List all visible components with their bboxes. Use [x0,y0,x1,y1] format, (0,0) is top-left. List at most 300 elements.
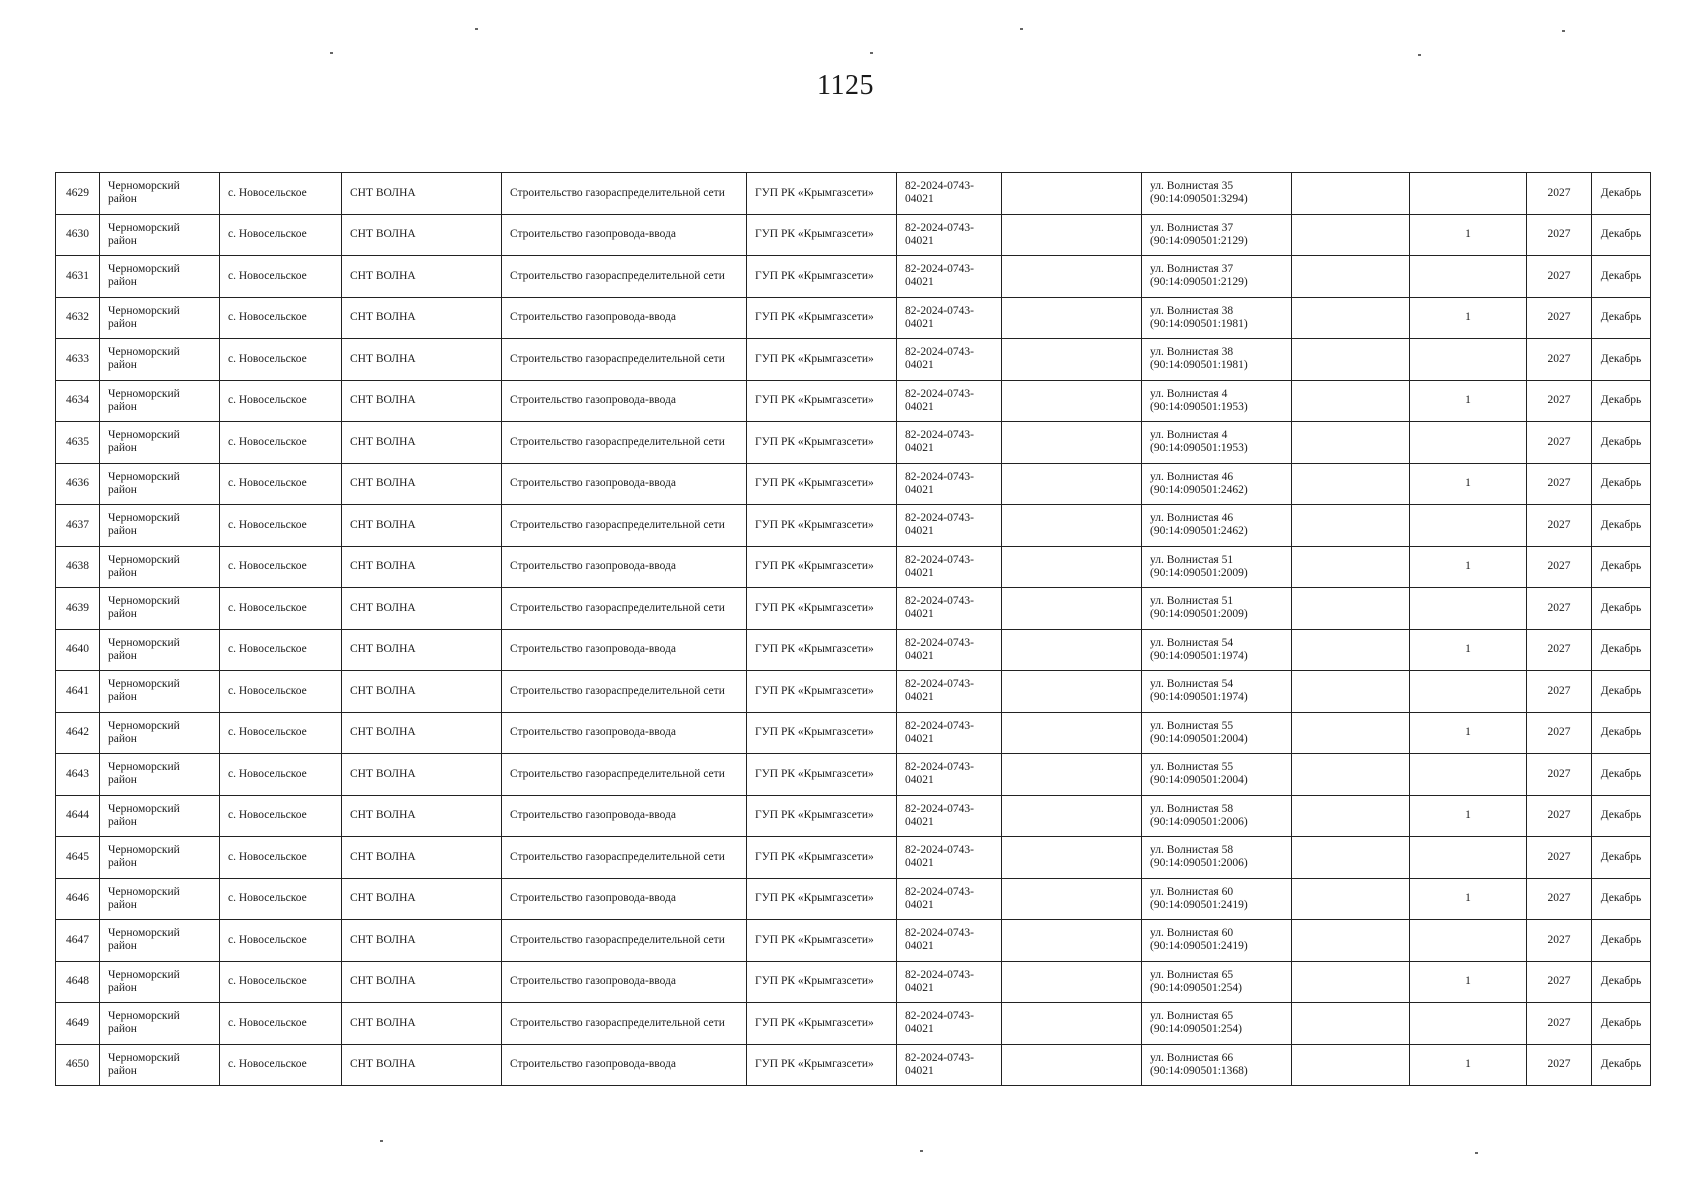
table-row [56,961,1651,1003]
snt-cell: СНТ ВОЛНА [342,588,502,630]
snt-cell: СНТ ВОЛНА [342,1044,502,1086]
village-cell: с. Новосельское [220,795,342,837]
address-cell: ул. Волнистая 4 (90:14:090501:1953) [1142,422,1292,464]
snt-cell: СНТ ВОЛНА [342,380,502,422]
month-cell: Декабрь [1592,837,1651,879]
empty-cell [1002,1003,1142,1045]
row-number: 4650 [56,1044,100,1086]
empty-cell [1002,256,1142,298]
scan-speck [475,28,478,30]
month-cell: Декабрь [1592,546,1651,588]
table-row [56,588,1651,630]
address-cell: ул. Волнистая 55 (90:14:090501:2004) [1142,712,1292,754]
district-cell: Черноморский район [100,961,220,1003]
month-cell: Декабрь [1592,505,1651,547]
code-cell: 82-2024-0743-04021 [897,712,1002,754]
month-cell: Декабрь [1592,422,1651,464]
village-cell: с. Новосельское [220,588,342,630]
village-cell: с. Новосельское [220,671,342,713]
row-number: 4635 [56,422,100,464]
district-cell: Черноморский район [100,754,220,796]
empty-cell [1002,1044,1142,1086]
work-type-cell: Строительство газопровода-ввода [502,297,747,339]
row-number: 4634 [56,380,100,422]
month-cell: Декабрь [1592,754,1651,796]
year-cell: 2027 [1527,837,1592,879]
month-cell: Декабрь [1592,878,1651,920]
row-number: 4637 [56,505,100,547]
row-number: 4642 [56,712,100,754]
row-number: 4643 [56,754,100,796]
code-cell: 82-2024-0743-04021 [897,546,1002,588]
village-cell: с. Новосельское [220,629,342,671]
scan-speck [1418,54,1421,56]
work-type-cell: Строительство газораспределительной сети [502,1003,747,1045]
row-number: 4645 [56,837,100,879]
snt-cell: СНТ ВОЛНА [342,629,502,671]
quantity-cell [1410,422,1527,464]
work-type-cell: Строительство газопровода-ввода [502,712,747,754]
empty-cell [1002,546,1142,588]
snt-cell: СНТ ВОЛНА [342,712,502,754]
work-type-cell: Строительство газораспределительной сети [502,588,747,630]
village-cell: с. Новосельское [220,463,342,505]
row-number: 4632 [56,297,100,339]
code-cell: 82-2024-0743-04021 [897,463,1002,505]
empty-cell [1002,920,1142,962]
quantity-cell [1410,837,1527,879]
organization-cell: ГУП РК «Крымгазсети» [747,878,897,920]
code-cell: 82-2024-0743-04021 [897,505,1002,547]
quantity-cell: 1 [1410,712,1527,754]
table-row [56,837,1651,879]
snt-cell: СНТ ВОЛНА [342,173,502,215]
snt-cell: СНТ ВОЛНА [342,256,502,298]
table-row [56,1003,1651,1045]
village-cell: с. Новосельское [220,339,342,381]
empty-cell [1292,173,1410,215]
table-row [56,1044,1651,1086]
row-number: 4630 [56,214,100,256]
scan-speck [920,1150,923,1152]
year-cell: 2027 [1527,463,1592,505]
row-number: 4629 [56,173,100,215]
work-type-cell: Строительство газопровода-ввода [502,878,747,920]
district-cell: Черноморский район [100,671,220,713]
table-row [56,505,1651,547]
row-number: 4639 [56,588,100,630]
table-row [56,754,1651,796]
address-cell: ул. Волнистая 55 (90:14:090501:2004) [1142,754,1292,796]
quantity-cell [1410,1003,1527,1045]
empty-cell [1002,795,1142,837]
address-cell: ул. Волнистая 46 (90:14:090501:2462) [1142,463,1292,505]
organization-cell: ГУП РК «Крымгазсети» [747,173,897,215]
address-cell: ул. Волнистая 60 (90:14:090501:2419) [1142,878,1292,920]
district-cell: Черноморский район [100,256,220,298]
row-number: 4631 [56,256,100,298]
empty-cell [1002,214,1142,256]
work-type-cell: Строительство газораспределительной сети [502,920,747,962]
organization-cell: ГУП РК «Крымгазсети» [747,837,897,879]
empty-cell [1002,837,1142,879]
table-row [56,380,1651,422]
district-cell: Черноморский район [100,173,220,215]
snt-cell: СНТ ВОЛНА [342,463,502,505]
snt-cell: СНТ ВОЛНА [342,754,502,796]
address-cell: ул. Волнистая 65 (90:14:090501:254) [1142,1003,1292,1045]
empty-cell [1292,214,1410,256]
work-type-cell: Строительство газораспределительной сети [502,339,747,381]
work-type-cell: Строительство газопровода-ввода [502,546,747,588]
organization-cell: ГУП РК «Крымгазсети» [747,380,897,422]
table-row [56,463,1651,505]
code-cell: 82-2024-0743-04021 [897,754,1002,796]
district-cell: Черноморский район [100,546,220,588]
code-cell: 82-2024-0743-04021 [897,380,1002,422]
district-cell: Черноморский район [100,339,220,381]
year-cell: 2027 [1527,878,1592,920]
organization-cell: ГУП РК «Крымгазсети» [747,463,897,505]
scan-speck [380,1140,383,1142]
table-row [56,795,1651,837]
organization-cell: ГУП РК «Крымгазсети» [747,961,897,1003]
table-row [56,173,1651,215]
code-cell: 82-2024-0743-04021 [897,1003,1002,1045]
quantity-cell [1410,505,1527,547]
organization-cell: ГУП РК «Крымгазсети» [747,1044,897,1086]
empty-cell [1292,256,1410,298]
empty-cell [1002,422,1142,464]
district-cell: Черноморский район [100,1044,220,1086]
organization-cell: ГУП РК «Крымгазсети» [747,339,897,381]
quantity-cell [1410,588,1527,630]
village-cell: с. Новосельское [220,920,342,962]
snt-cell: СНТ ВОЛНА [342,671,502,713]
year-cell: 2027 [1527,422,1592,464]
village-cell: с. Новосельское [220,837,342,879]
work-type-cell: Строительство газораспределительной сети [502,671,747,713]
village-cell: с. Новосельское [220,173,342,215]
snt-cell: СНТ ВОЛНА [342,297,502,339]
village-cell: с. Новосельское [220,1003,342,1045]
empty-cell [1002,878,1142,920]
scan-speck [1020,28,1023,30]
work-type-cell: Строительство газопровода-ввода [502,629,747,671]
empty-cell [1002,754,1142,796]
snt-cell: СНТ ВОЛНА [342,546,502,588]
code-cell: 82-2024-0743-04021 [897,629,1002,671]
table-row [56,920,1651,962]
organization-cell: ГУП РК «Крымгазсети» [747,795,897,837]
snt-cell: СНТ ВОЛНА [342,920,502,962]
address-cell: ул. Волнистая 66 (90:14:090501:1368) [1142,1044,1292,1086]
snt-cell: СНТ ВОЛНА [342,795,502,837]
table-row [56,256,1651,298]
work-type-cell: Строительство газопровода-ввода [502,463,747,505]
district-cell: Черноморский район [100,297,220,339]
empty-cell [1292,754,1410,796]
code-cell: 82-2024-0743-04021 [897,671,1002,713]
organization-cell: ГУП РК «Крымгазсети» [747,256,897,298]
code-cell: 82-2024-0743-04021 [897,339,1002,381]
year-cell: 2027 [1527,173,1592,215]
village-cell: с. Новосельское [220,961,342,1003]
table-row [56,339,1651,381]
empty-cell [1292,463,1410,505]
empty-cell [1292,1003,1410,1045]
month-cell: Декабрь [1592,795,1651,837]
address-cell: ул. Волнистая 37 (90:14:090501:2129) [1142,214,1292,256]
quantity-cell [1410,671,1527,713]
address-cell: ул. Волнистая 38 (90:14:090501:1981) [1142,339,1292,381]
work-type-cell: Строительство газораспределительной сети [502,422,747,464]
empty-cell [1002,588,1142,630]
quantity-cell [1410,339,1527,381]
empty-cell [1002,671,1142,713]
work-type-cell: Строительство газопровода-ввода [502,1044,747,1086]
empty-cell [1002,297,1142,339]
quantity-cell: 1 [1410,297,1527,339]
village-cell: с. Новосельское [220,297,342,339]
page-number: 1125 [817,70,874,101]
organization-cell: ГУП РК «Крымгазсети» [747,588,897,630]
scan-speck [330,52,333,54]
snt-cell: СНТ ВОЛНА [342,878,502,920]
code-cell: 82-2024-0743-04021 [897,795,1002,837]
month-cell: Декабрь [1592,712,1651,754]
year-cell: 2027 [1527,795,1592,837]
row-number: 4640 [56,629,100,671]
table-row [56,297,1651,339]
snt-cell: СНТ ВОЛНА [342,505,502,547]
year-cell: 2027 [1527,671,1592,713]
year-cell: 2027 [1527,256,1592,298]
code-cell: 82-2024-0743-04021 [897,256,1002,298]
month-cell: Декабрь [1592,920,1651,962]
scan-speck [1475,1152,1478,1154]
row-number: 4638 [56,546,100,588]
address-cell: ул. Волнистая 4 (90:14:090501:1953) [1142,380,1292,422]
month-cell: Декабрь [1592,339,1651,381]
snt-cell: СНТ ВОЛНА [342,339,502,381]
work-type-cell: Строительство газораспределительной сети [502,173,747,215]
empty-cell [1292,380,1410,422]
table-row [56,671,1651,713]
empty-cell [1002,173,1142,215]
table-row [56,878,1651,920]
code-cell: 82-2024-0743-04021 [897,920,1002,962]
village-cell: с. Новосельское [220,712,342,754]
month-cell: Декабрь [1592,463,1651,505]
work-type-cell: Строительство газопровода-ввода [502,380,747,422]
quantity-cell: 1 [1410,1044,1527,1086]
year-cell: 2027 [1527,546,1592,588]
organization-cell: ГУП РК «Крымгазсети» [747,754,897,796]
year-cell: 2027 [1527,754,1592,796]
row-number: 4641 [56,671,100,713]
organization-cell: ГУП РК «Крымгазсети» [747,712,897,754]
code-cell: 82-2024-0743-04021 [897,837,1002,879]
month-cell: Декабрь [1592,961,1651,1003]
empty-cell [1292,297,1410,339]
district-cell: Черноморский район [100,463,220,505]
village-cell: с. Новосельское [220,754,342,796]
table-row [56,629,1651,671]
district-cell: Черноморский район [100,795,220,837]
snt-cell: СНТ ВОЛНА [342,1003,502,1045]
empty-cell [1002,463,1142,505]
village-cell: с. Новосельское [220,1044,342,1086]
district-cell: Черноморский район [100,712,220,754]
month-cell: Декабрь [1592,214,1651,256]
organization-cell: ГУП РК «Крымгазсети» [747,214,897,256]
district-cell: Черноморский район [100,505,220,547]
row-number: 4646 [56,878,100,920]
empty-cell [1002,712,1142,754]
address-cell: ул. Волнистая 37 (90:14:090501:2129) [1142,256,1292,298]
month-cell: Декабрь [1592,671,1651,713]
code-cell: 82-2024-0743-04021 [897,214,1002,256]
table-row [56,546,1651,588]
empty-cell [1002,961,1142,1003]
quantity-cell [1410,256,1527,298]
organization-cell: ГУП РК «Крымгазсети» [747,1003,897,1045]
row-number: 4633 [56,339,100,381]
empty-cell [1002,339,1142,381]
quantity-cell [1410,754,1527,796]
work-type-cell: Строительство газораспределительной сети [502,837,747,879]
month-cell: Декабрь [1592,1044,1651,1086]
work-type-cell: Строительство газораспределительной сети [502,754,747,796]
organization-cell: ГУП РК «Крымгазсети» [747,920,897,962]
address-cell: ул. Волнистая 58 (90:14:090501:2006) [1142,837,1292,879]
month-cell: Декабрь [1592,380,1651,422]
snt-cell: СНТ ВОЛНА [342,214,502,256]
district-cell: Черноморский район [100,878,220,920]
address-cell: ул. Волнистая 65 (90:14:090501:254) [1142,961,1292,1003]
village-cell: с. Новосельское [220,505,342,547]
district-cell: Черноморский район [100,588,220,630]
code-cell: 82-2024-0743-04021 [897,1044,1002,1086]
organization-cell: ГУП РК «Крымгазсети» [747,546,897,588]
empty-cell [1002,380,1142,422]
organization-cell: ГУП РК «Крымгазсети» [747,297,897,339]
scan-speck [1562,30,1565,32]
empty-cell [1292,339,1410,381]
district-cell: Черноморский район [100,380,220,422]
district-cell: Черноморский район [100,1003,220,1045]
empty-cell [1292,546,1410,588]
empty-cell [1292,878,1410,920]
work-type-cell: Строительство газопровода-ввода [502,795,747,837]
address-cell: ул. Волнистая 58 (90:14:090501:2006) [1142,795,1292,837]
work-type-cell: Строительство газопровода-ввода [502,961,747,1003]
address-cell: ул. Волнистая 60 (90:14:090501:2419) [1142,920,1292,962]
quantity-cell: 1 [1410,878,1527,920]
row-number: 4649 [56,1003,100,1045]
empty-cell [1292,795,1410,837]
organization-cell: ГУП РК «Крымгазсети» [747,505,897,547]
address-cell: ул. Волнистая 51 (90:14:090501:2009) [1142,546,1292,588]
empty-cell [1292,505,1410,547]
year-cell: 2027 [1527,214,1592,256]
month-cell: Декабрь [1592,297,1651,339]
work-type-cell: Строительство газораспределительной сети [502,256,747,298]
year-cell: 2027 [1527,339,1592,381]
year-cell: 2027 [1527,297,1592,339]
village-cell: с. Новосельское [220,546,342,588]
empty-cell [1292,961,1410,1003]
row-number: 4647 [56,920,100,962]
table-body [56,173,1651,1086]
code-cell: 82-2024-0743-04021 [897,422,1002,464]
work-type-cell: Строительство газораспределительной сети [502,505,747,547]
year-cell: 2027 [1527,380,1592,422]
empty-cell [1292,712,1410,754]
empty-cell [1292,588,1410,630]
address-cell: ул. Волнистая 38 (90:14:090501:1981) [1142,297,1292,339]
code-cell: 82-2024-0743-04021 [897,878,1002,920]
empty-cell [1002,505,1142,547]
year-cell: 2027 [1527,1003,1592,1045]
row-number: 4644 [56,795,100,837]
district-cell: Черноморский район [100,920,220,962]
village-cell: с. Новосельское [220,422,342,464]
village-cell: с. Новосельское [220,214,342,256]
month-cell: Декабрь [1592,1003,1651,1045]
address-cell: ул. Волнистая 51 (90:14:090501:2009) [1142,588,1292,630]
empty-cell [1002,629,1142,671]
year-cell: 2027 [1527,961,1592,1003]
table-row [56,422,1651,464]
quantity-cell [1410,173,1527,215]
month-cell: Декабрь [1592,256,1651,298]
scan-speck [870,52,873,54]
quantity-cell: 1 [1410,629,1527,671]
year-cell: 2027 [1527,588,1592,630]
organization-cell: ГУП РК «Крымгазсети» [747,629,897,671]
code-cell: 82-2024-0743-04021 [897,961,1002,1003]
quantity-cell: 1 [1410,214,1527,256]
empty-cell [1292,422,1410,464]
district-cell: Черноморский район [100,837,220,879]
organization-cell: ГУП РК «Крымгазсети» [747,422,897,464]
month-cell: Декабрь [1592,629,1651,671]
year-cell: 2027 [1527,629,1592,671]
table-row [56,214,1651,256]
quantity-cell: 1 [1410,961,1527,1003]
organization-cell: ГУП РК «Крымгазсети» [747,671,897,713]
code-cell: 82-2024-0743-04021 [897,588,1002,630]
quantity-cell: 1 [1410,463,1527,505]
district-cell: Черноморский район [100,214,220,256]
address-cell: ул. Волнистая 54 (90:14:090501:1974) [1142,671,1292,713]
code-cell: 82-2024-0743-04021 [897,173,1002,215]
records-table [55,172,1651,1086]
quantity-cell: 1 [1410,380,1527,422]
table-row [56,712,1651,754]
empty-cell [1292,920,1410,962]
quantity-cell: 1 [1410,546,1527,588]
address-cell: ул. Волнистая 54 (90:14:090501:1974) [1142,629,1292,671]
village-cell: с. Новосельское [220,380,342,422]
address-cell: ул. Волнистая 46 (90:14:090501:2462) [1142,505,1292,547]
work-type-cell: Строительство газопровода-ввода [502,214,747,256]
row-number: 4648 [56,961,100,1003]
empty-cell [1292,837,1410,879]
row-number: 4636 [56,463,100,505]
